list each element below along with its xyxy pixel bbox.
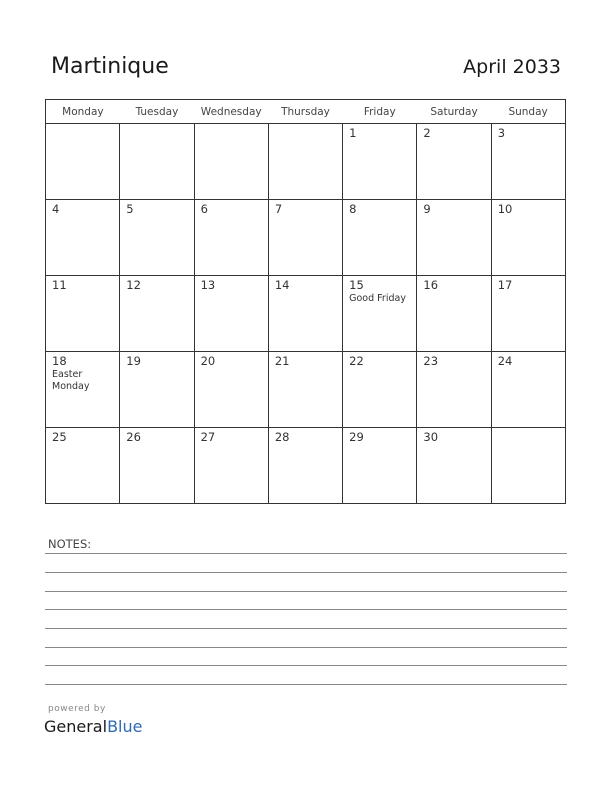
day-cell [343, 352, 417, 428]
notes-line [45, 572, 567, 573]
day-cell [120, 352, 194, 428]
day-cell [268, 124, 342, 200]
day-cell [343, 124, 417, 200]
notes-line [45, 553, 567, 554]
day-cell [194, 200, 268, 276]
day-number: 5 [126, 202, 134, 216]
day-number: 25 [52, 430, 67, 444]
day-number: 30 [423, 430, 439, 444]
weekday-header: Monday [46, 100, 120, 124]
day-cell [417, 200, 491, 276]
day-cell [491, 352, 565, 428]
day-number: 2 [423, 126, 431, 140]
week-row [46, 200, 566, 276]
day-number: 27 [200, 430, 216, 444]
day-cell [417, 352, 491, 428]
day-cell [46, 352, 120, 428]
day-cell [194, 428, 268, 504]
day-number: 15 [349, 278, 364, 292]
day-cell [343, 200, 417, 276]
week-row [46, 124, 566, 200]
day-number: 22 [349, 354, 364, 368]
notes-line [45, 609, 567, 610]
day-cell [268, 276, 342, 352]
day-number: 9 [423, 202, 431, 216]
day-number: 24 [497, 354, 513, 368]
day-number: 3 [497, 126, 506, 140]
weekday-header: Wednesday [194, 100, 268, 124]
country-title: Martinique [51, 54, 169, 79]
weekday-header: Saturday [417, 100, 491, 124]
day-number: 6 [200, 202, 208, 216]
weekday-header-row [46, 100, 566, 124]
day-cell [194, 276, 268, 352]
day-cell [491, 200, 565, 276]
weekday-header: Thursday [268, 100, 342, 124]
day-cell [46, 200, 120, 276]
holiday-label: Good Friday [349, 293, 406, 304]
month-year-title: April 2033 [463, 56, 561, 78]
weekday-header: Sunday [491, 100, 565, 124]
day-number: 1 [349, 126, 357, 140]
day-number: 21 [274, 354, 290, 368]
day-number: 16 [423, 278, 439, 292]
day-number: 11 [52, 278, 67, 292]
day-number: 26 [126, 430, 141, 444]
day-number: 20 [200, 354, 216, 368]
day-number: 7 [274, 202, 283, 216]
day-cell [343, 276, 417, 352]
day-cell [417, 124, 491, 200]
notes-line [45, 684, 567, 685]
day-number: 17 [497, 278, 513, 292]
calendar-grid [45, 99, 566, 504]
day-cell [120, 428, 194, 504]
weekday-header: Tuesday [120, 100, 194, 124]
day-cell [46, 124, 120, 200]
brand-logo [44, 717, 142, 736]
day-cell [120, 124, 194, 200]
notes-line [45, 647, 567, 648]
notes-line [45, 591, 567, 592]
day-cell [491, 276, 565, 352]
day-number: 4 [52, 202, 60, 216]
day-cell [46, 276, 120, 352]
day-number: 28 [274, 430, 290, 444]
day-cell [417, 428, 491, 504]
day-number: 12 [126, 278, 141, 292]
day-number: 10 [497, 202, 513, 216]
week-row [46, 352, 566, 428]
day-cell [46, 428, 120, 504]
day-cell [120, 200, 194, 276]
day-cell [491, 124, 565, 200]
powered-by-text: powered by [48, 704, 106, 714]
day-number: 13 [200, 278, 216, 292]
notes-line [45, 628, 567, 629]
day-cell [268, 428, 342, 504]
day-cell [194, 352, 268, 428]
day-number: 14 [274, 278, 290, 292]
notes-line [45, 665, 567, 666]
day-cell [491, 428, 565, 504]
week-row [46, 428, 566, 504]
day-number: 8 [349, 202, 357, 216]
day-number: 23 [423, 354, 439, 368]
day-cell [343, 428, 417, 504]
day-cell [417, 276, 491, 352]
day-number: 29 [349, 430, 364, 444]
brand-general: General [44, 717, 108, 736]
day-cell [194, 124, 268, 200]
day-cell [268, 200, 342, 276]
notes-label: NOTES: [48, 537, 92, 551]
day-cell [120, 276, 194, 352]
holiday-label: Easter Monday [52, 369, 90, 392]
brand-blue: Blue [107, 717, 143, 736]
day-number: 19 [126, 354, 141, 368]
weekday-header: Friday [343, 100, 417, 124]
day-number: 18 [52, 354, 67, 368]
week-row [46, 276, 566, 352]
day-cell [268, 352, 342, 428]
